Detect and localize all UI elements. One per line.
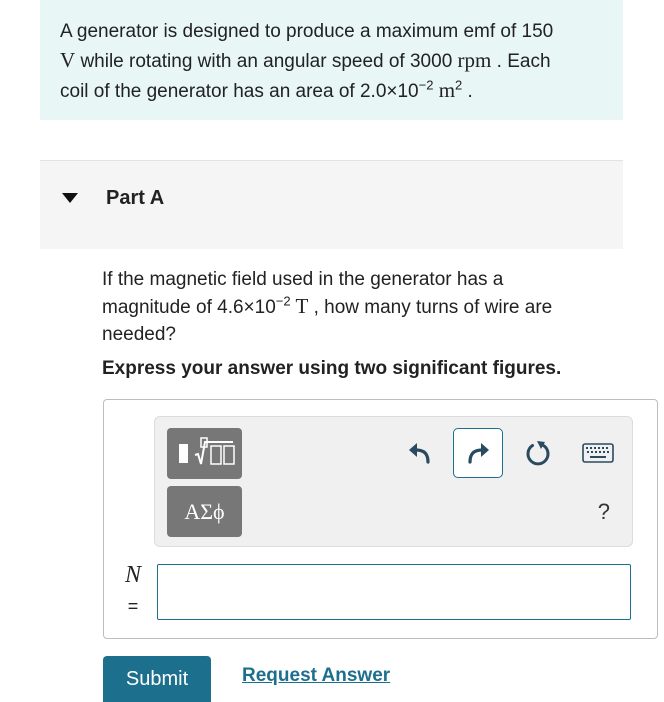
answer-input[interactable] bbox=[157, 564, 631, 620]
math-toolbar bbox=[154, 416, 633, 547]
problem-line-3: coil of the generator has an area of $2.0\times 10^{-2}$ $m^2$ . bbox=[60, 77, 473, 102]
request-answer-link[interactable]: Request Answer bbox=[242, 665, 391, 686]
redo-button[interactable] bbox=[453, 428, 503, 478]
keyboard-icon bbox=[582, 442, 614, 464]
undo-button[interactable] bbox=[395, 428, 445, 478]
equals-sign: = bbox=[127, 596, 139, 616]
reset-icon bbox=[524, 439, 552, 467]
collapse-caret-icon[interactable] bbox=[62, 193, 78, 203]
templates-icon bbox=[167, 428, 242, 479]
problem-line-2: V while rotating with an angular speed of 3000 rpm . Each bbox=[60, 48, 551, 72]
greek-symbols-button[interactable]: ΑΣϕ bbox=[167, 486, 242, 537]
templates-button[interactable] bbox=[167, 428, 242, 479]
instruction-text: Express your answer using two significant figures. bbox=[102, 358, 562, 379]
help-button[interactable]: ? bbox=[597, 499, 610, 524]
reset-button[interactable] bbox=[513, 428, 563, 478]
question-line-3: needed? bbox=[102, 324, 176, 345]
keyboard-button[interactable] bbox=[573, 428, 623, 478]
part-title: Part A bbox=[106, 187, 165, 209]
redo-icon bbox=[464, 440, 492, 466]
problem-line-1: A generator is designed to produce a maximum emf of 150 bbox=[60, 21, 554, 42]
answer-box bbox=[103, 399, 658, 639]
submit-button[interactable]: Submit bbox=[103, 656, 211, 702]
part-a-header[interactable] bbox=[40, 160, 623, 249]
question-line-2: magnitude of $4.6\times 10^{-2}$ T , how many turns of wire are bbox=[102, 293, 553, 318]
undo-icon bbox=[406, 440, 434, 466]
question-line-1: If the magnetic field used in the generator has a bbox=[102, 269, 504, 290]
question-text bbox=[102, 266, 622, 348]
problem-statement bbox=[40, 0, 623, 120]
answer-variable: N bbox=[124, 562, 141, 588]
